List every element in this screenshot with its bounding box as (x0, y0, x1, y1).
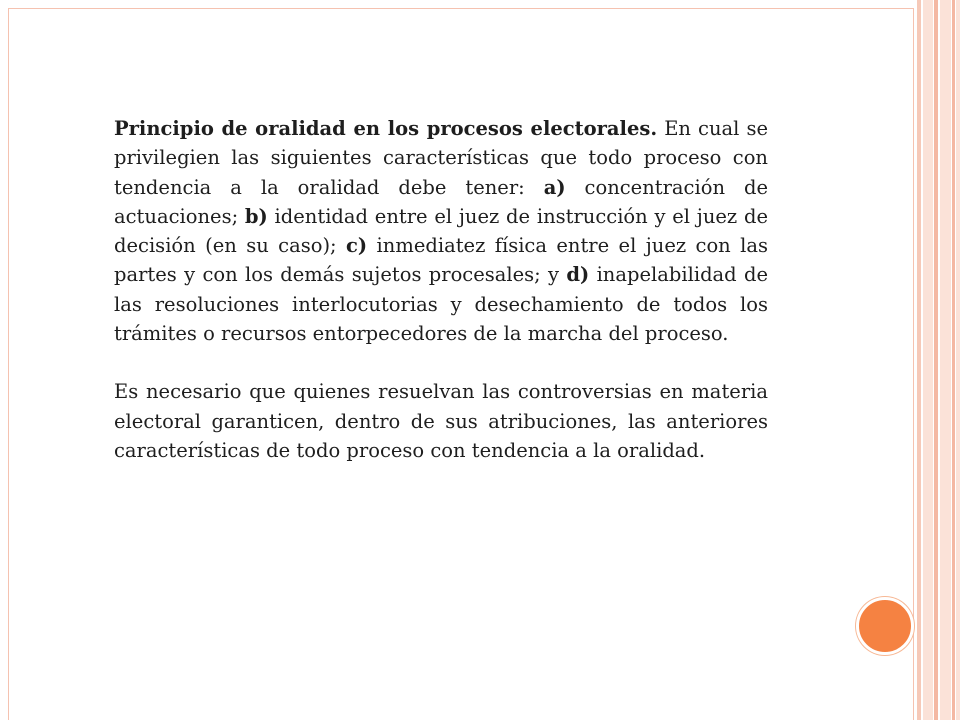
list-item-text: inapelabilidad de las resoluciones interlocutorias y desechamiento de todos los trámites o recursos entorpecedores de la marcha del proceso. (114, 263, 768, 346)
list-item-text: identidad entre el juez de instrucción y el juez de decisión (en su caso); (114, 204, 768, 258)
orange-circle-icon (856, 597, 914, 655)
list-marker: b) (244, 204, 268, 228)
list-marker: d) (566, 263, 590, 287)
paragraph-oralidad (114, 114, 768, 348)
list-marker: a) (543, 175, 566, 199)
paragraph-heading: Principio de oralidad en los procesos electorales. (114, 117, 658, 140)
paragraph-conclusion: Es necesario que quienes resuelvan las controversias en materia electoral garanticen, dentro de sus atribuciones, las anteriores características de todo proceso con tendencia a la oralidad. (114, 380, 768, 462)
decorative-stripe (917, 0, 921, 720)
list-marker: c) (346, 234, 368, 258)
decorative-stripe (923, 0, 933, 720)
decorative-stripe (956, 0, 960, 720)
paragraph-intro: En cual se privilegien las siguientes características que todo proceso con tendencia a la oralidad debe tener: (114, 117, 768, 199)
list-item-text: inmediatez física entre el juez con las partes y con los demás sujetos procesales; y (114, 234, 768, 287)
list-item-text: concentración de actuaciones; (114, 175, 768, 228)
decorative-stripe (952, 0, 955, 720)
decorative-stripe (940, 0, 951, 720)
slide-body (114, 114, 768, 465)
decorative-stripe (934, 0, 938, 720)
